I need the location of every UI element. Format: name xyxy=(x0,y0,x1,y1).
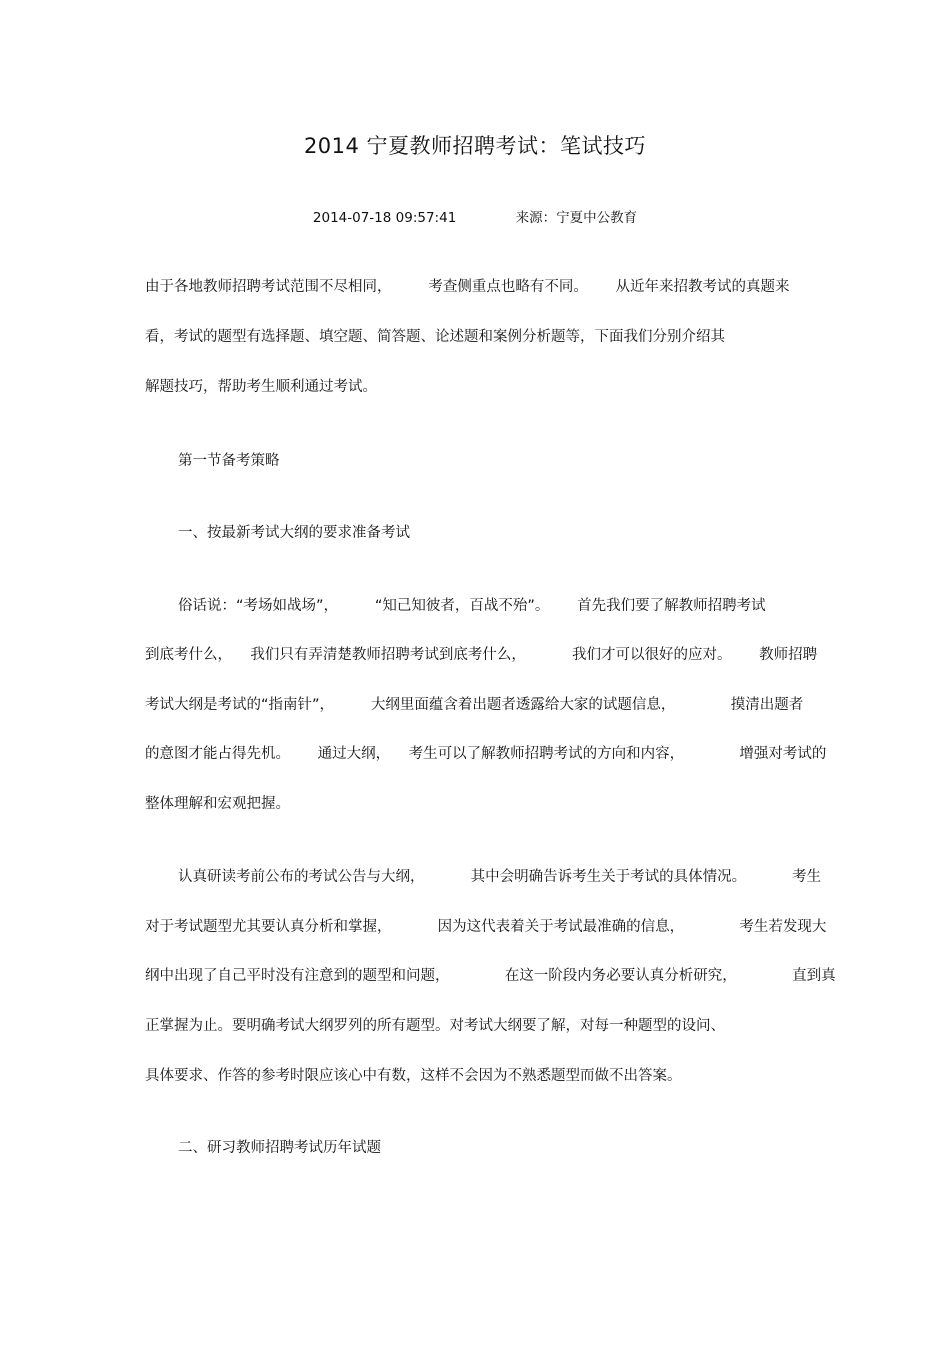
document-meta xyxy=(0,206,950,226)
paragraph-line: 看，考试的题型有选择题、填空题、简答题、论述题和案例分析题等，下面我们分别介绍其 xyxy=(145,329,725,345)
subsection-heading: 一、按最新考试大纲的要求准备考试 xyxy=(178,525,410,541)
paragraph-line: 对于考试题型尤其要认真分析和掌握， 因为这代表着关于考试最准确的信息， 考生若发现大 xyxy=(145,919,827,935)
paragraph-line: 解题技巧，帮助考生顺利通过考试。 xyxy=(145,379,377,395)
paragraph-line: 整体理解和宏观把握。 xyxy=(145,796,290,812)
paragraph-line: 的意图才能占得先机。 通过大纲， 考生可以了解教师招聘考试的方向和内容， 增强对考试的 xyxy=(145,746,827,762)
paragraph-line: 正掌握为止。要明确考试大纲罗列的所有题型。对考试大纲要了解，对每一种题型的设问、 xyxy=(145,1018,725,1034)
paragraph-line: 俗话说：“考场如战场”， “知己知彼者，百战不殆”。 首先我们要了解教师招聘考试 xyxy=(178,598,766,614)
paragraph-line: 由于各地教师招聘考试范围不尽相同， 考查侧重点也略有不同。 从近年来招教考试的真题来 xyxy=(145,279,790,295)
paragraph-line: 认真研读考前公布的考试公告与大纲， 其中会明确告诉考生关于考试的具体情况。 考生 xyxy=(178,869,822,885)
paragraph-line: 纲中出现了自己平时没有注意到的题型和问题， 在这一阶段内务必要认真分析研究， 直到真 xyxy=(145,968,836,984)
source-label: 来源：宁夏中公教育 xyxy=(515,210,638,226)
paragraph-line: 到底考什么， 我们只有弄清楚教师招聘考试到底考什么， 我们才可以很好的应对。 教师招聘 xyxy=(145,647,818,663)
paragraph-line: 具体要求、作答的参考时限应该心中有数，这样不会因为不熟悉题型而做不出答案。 xyxy=(145,1068,682,1084)
paragraph-line: 考试大纲是考试的“指南针”， 大纲里面蕴含着出题者透露给大家的试题信息， 摸清出题者 xyxy=(145,697,804,713)
publish-datetime: 2014-07-18 09:57:41 xyxy=(312,210,457,226)
document-title: 2014 宁夏教师招聘考试：笔试技巧 xyxy=(303,134,647,158)
subsection-heading: 二、研习教师招聘考试历年试题 xyxy=(178,1140,381,1156)
section-heading: 第一节备考策略 xyxy=(178,453,280,469)
